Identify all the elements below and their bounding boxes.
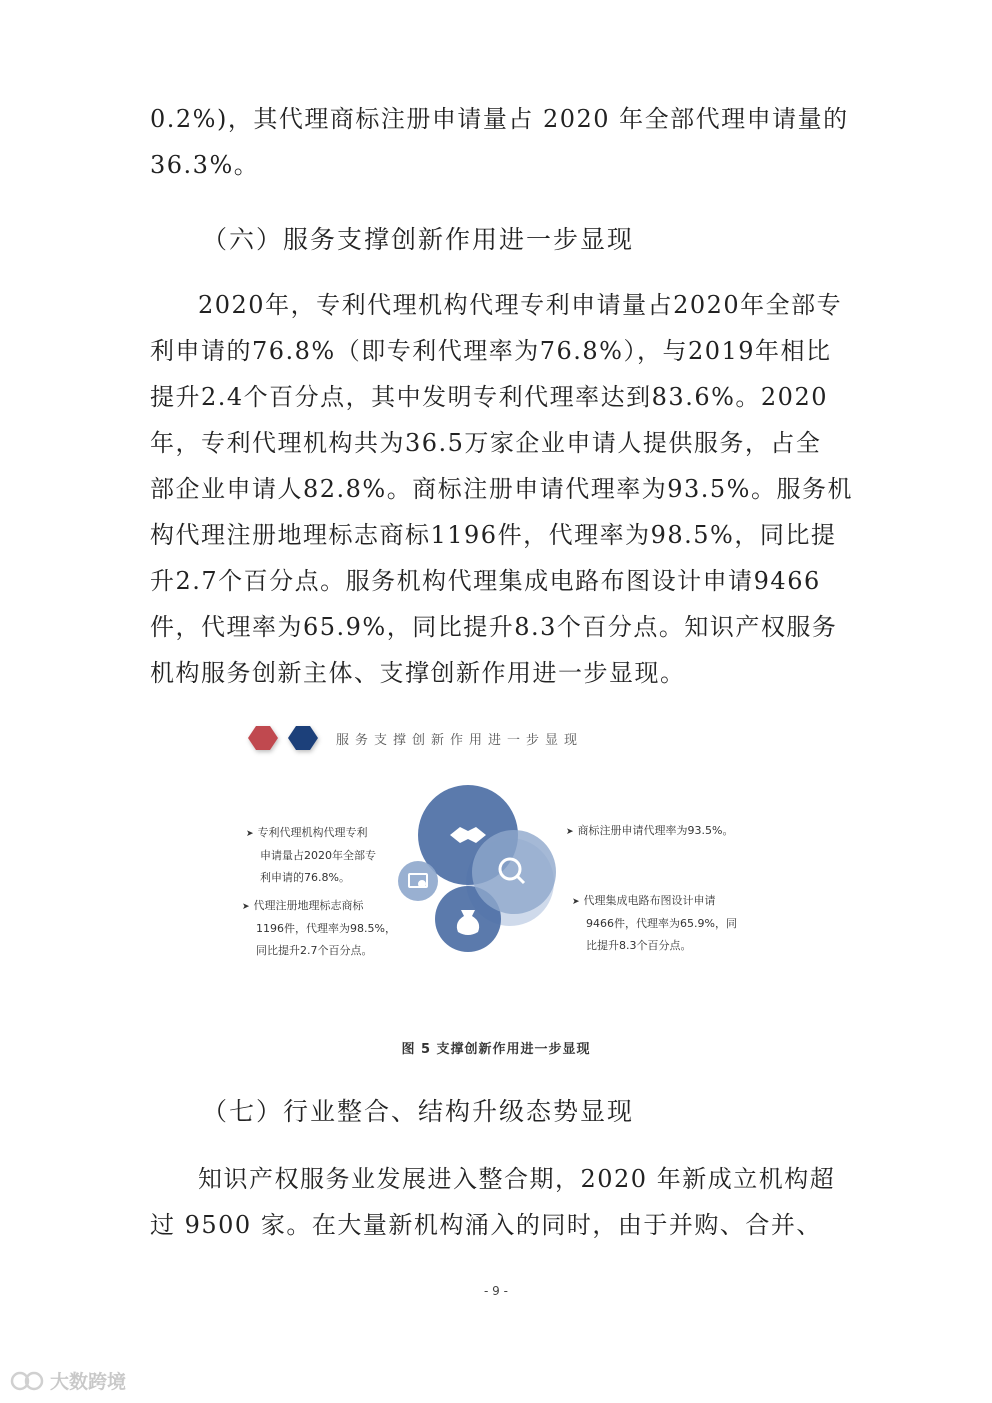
page-number: - 9 - [484,1284,508,1298]
section-heading-6: （六）服务支撑创新作用进一步显现 [202,225,635,254]
paragraph-line: 0.2%)，其代理商标注册申请量占 2020 年全部代理申请量的 [150,105,849,133]
info-item-line: ➤ 代理集成电路布图设计申请 [572,890,737,913]
paragraph-line: 提升2.4个百分点，其中发明专利代理率达到83.6%。2020 [150,383,828,411]
circle-small-left [398,861,438,901]
paragraph-line: 件，代理率为65.9%，同比提升8.3个百分点。知识产权服务 [150,613,838,641]
info-item-geo [242,895,396,962]
paragraph-line: 过 9500 家。在大量新机构涌入的同时，由于并购、合并、 [150,1211,822,1239]
info-item-line: ➤ 代理注册地理标志商标 [242,895,396,918]
paragraph-line: 构代理注册地理标志商标1196件，代理率为98.5%，同比提 [150,521,837,549]
paragraph-7 [150,1156,842,1248]
info-item-line: 9466件，代理率为65.9%，同 [586,917,737,930]
infographic [228,710,748,970]
section-heading-7: （七）行业整合、结构升级态势显现 [202,1097,635,1126]
circle-search [472,830,556,914]
infographic-title: 服务支撑创新作用进一步显现 [336,733,584,748]
navy-hexagon [288,726,318,750]
info-item-line: ➤ 商标注册申请代理率为93.5%。 [566,820,734,843]
info-item-line: 利申请的76.8%。 [260,871,350,884]
info-item-circuit [572,890,737,957]
top-paragraph [150,96,849,188]
info-item-line: 比提升8.3个百分点。 [586,939,692,952]
paragraph-line: 36.3%。 [150,151,260,179]
figure-caption: 图 5 支撑创新作用进一步显现 [401,1042,591,1057]
watermark [10,1367,126,1394]
info-item-line: 申请量占2020年全部专 [260,849,376,862]
paragraph-6 [150,282,853,696]
info-item-trademark [566,820,734,843]
watermark-text: 大数跨境 [50,1371,127,1393]
paragraph-line: 机构服务创新主体、支撑创新作用进一步显现。 [150,659,686,687]
red-hexagon [248,726,278,750]
info-item-line: 同比提升2.7个百分点。 [256,944,373,957]
watermark-logo-icon [10,1369,44,1393]
info-item-line: 1196件，代理率为98.5%， [256,922,396,935]
info-item-patent [246,822,376,889]
paragraph-line: 部企业申请人82.8%。商标注册申请代理率为93.5%。服务机 [150,475,853,503]
info-item-line: ➤ 专利代理机构代理专利 [246,822,376,845]
paragraph-line: 利申请的76.8%（即专利代理率为76.8%），与2019年相比 [150,337,832,365]
paragraph-line: 2020年，专利代理机构代理专利申请量占2020年全部专 [198,291,843,319]
paragraph-line: 升2.7个百分点。服务机构代理集成电路布图设计申请9466 [150,567,821,595]
paragraph-line: 年，专利代理机构共为36.5万家企业申请人提供服务，占全 [150,429,822,457]
paragraph-line: 知识产权服务业发展进入整合期，2020 年新成立机构超 [198,1165,836,1193]
